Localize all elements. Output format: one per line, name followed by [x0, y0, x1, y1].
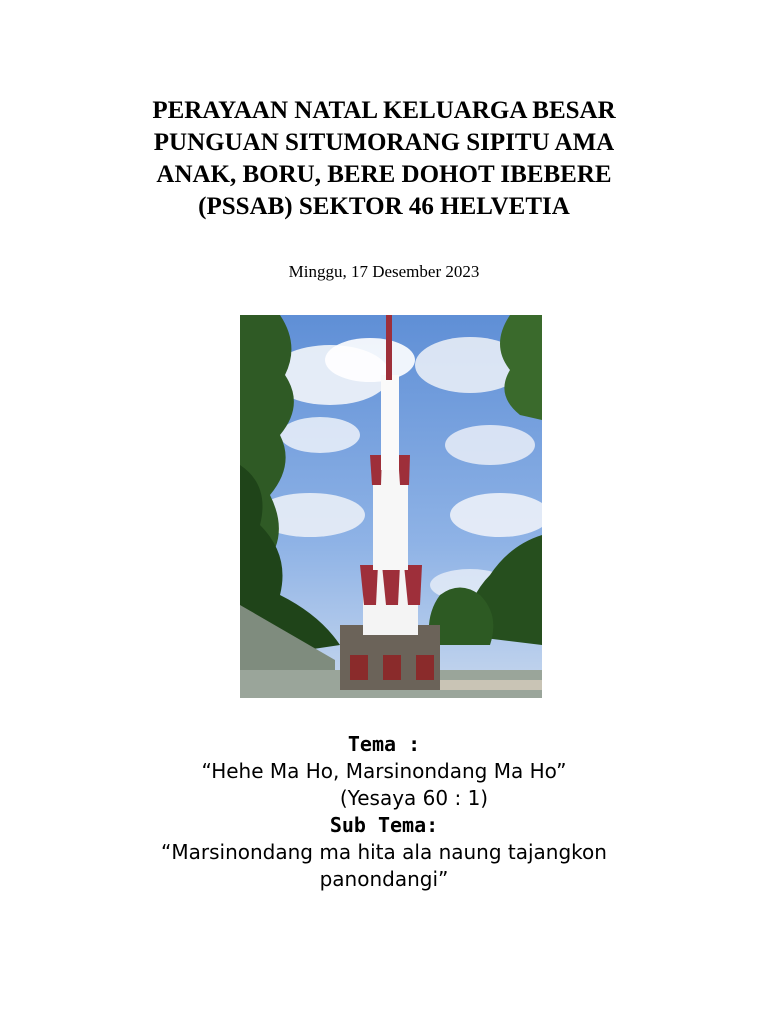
- title-line-1: PERAYAAN NATAL KELUARGA BESAR: [152, 97, 616, 124]
- title-line-3: ANAK, BORU, BERE DOHOT IBEBERE: [156, 161, 612, 188]
- theme-verse: (Yesaya 60 : 1): [339, 786, 489, 810]
- subtheme-text-line-2: panondangi”: [319, 867, 449, 891]
- title-line-2: PUNGUAN SITUMORANG SIPITU AMA: [153, 129, 615, 156]
- title-line-4: (PSSAB) SEKTOR 46 HELVETIA: [198, 193, 570, 220]
- theme-section: [0, 731, 768, 893]
- event-date: Minggu, 17 Desember 2023: [288, 262, 480, 281]
- document-title: [84, 95, 684, 223]
- subtheme-label: Sub Tema:: [329, 813, 439, 837]
- subtheme-text-line-1: “Marsinondang ma hita ala naung tajangkon: [161, 840, 607, 864]
- monument-photo: [240, 315, 542, 698]
- theme-label: Tema :: [347, 732, 421, 756]
- theme-text: “Hehe Ma Ho, Marsinondang Ma Ho”: [201, 759, 567, 783]
